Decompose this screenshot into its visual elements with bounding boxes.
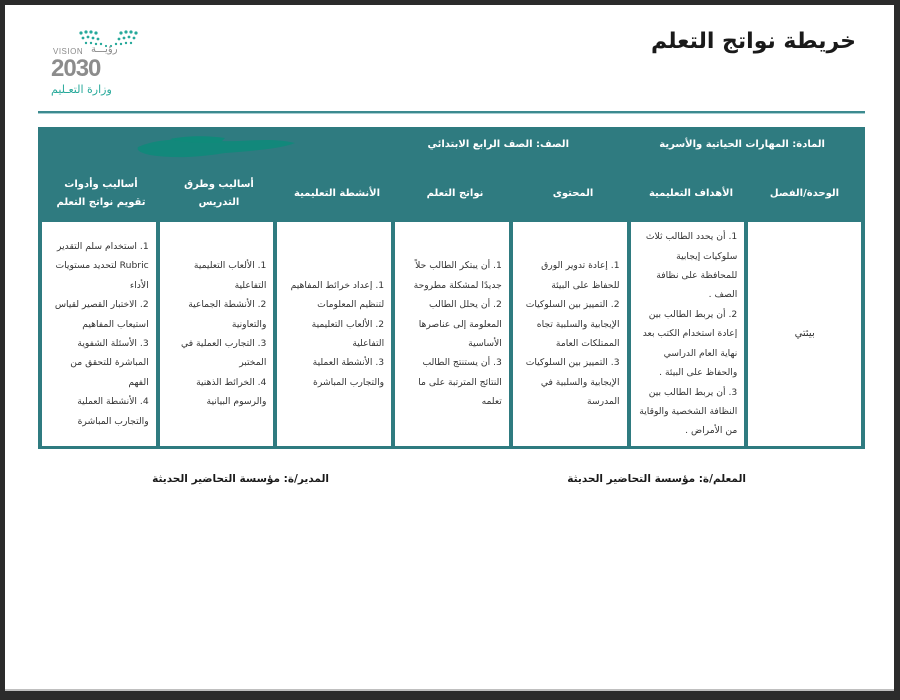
assessment-item: 1. استخدام سلم التقدير Rubric لتحديد مستويات الأداء bbox=[55, 240, 149, 291]
column-header-assessment: أساليب وأدوات تقويم نواتج التعلم bbox=[56, 178, 146, 208]
content-item: 3. التمييز بين السلوكيات الإيجابية والسلبية في المدرسة bbox=[525, 357, 620, 408]
logo-vision-arabic: رؤيـــة bbox=[91, 44, 118, 55]
column-header-content: المحتوى bbox=[552, 187, 594, 199]
vision-2030-logo bbox=[47, 27, 147, 99]
cell-content bbox=[513, 222, 627, 446]
teaching-method-item: 4. الخرائط الذهنية والرسوم البيانية bbox=[196, 376, 267, 408]
teaching-method-item: 1. الألعاب التعليمية التفاعلية bbox=[193, 260, 267, 291]
cell-activities bbox=[277, 222, 391, 446]
teaching-method-item: 3. التجارب العملية في المختبر bbox=[181, 338, 267, 369]
logo-ministry-name: وزارة التعـليم bbox=[51, 83, 112, 96]
objective-item: 2. أن يربط الطالب بين إعادة استخدام الكتب بعد نهاية العام الدراسي والحفاظ على البيئة . bbox=[642, 308, 738, 379]
teaching-method-item: 2. الأنشطة الجماعية والتعاونية bbox=[188, 299, 267, 330]
signature-footer bbox=[5, 473, 894, 493]
logo-vision-text: VISION bbox=[53, 47, 84, 56]
outcome-item: 3. أن يستنتج الطالب النتائج المترتبة على ما تعلمه bbox=[418, 357, 502, 408]
table-header-row bbox=[42, 167, 861, 220]
table-row bbox=[42, 222, 861, 446]
grade-label: الصف: الصف الرابع الابتدائي bbox=[427, 139, 569, 150]
page-title: خريطة نواتج التعلم bbox=[650, 29, 856, 54]
activity-item: 3. الأنشطة العملية والتجارب المباشرة bbox=[312, 357, 385, 388]
subject-label: المادة: المهارات الحياتية والأسرية bbox=[659, 139, 825, 150]
document-page bbox=[5, 5, 894, 691]
teacher-signature: المعلم/ة: مؤسسة التحاضير الحديثة bbox=[567, 473, 746, 485]
cell-assessment bbox=[42, 222, 156, 446]
header-divider bbox=[38, 111, 865, 114]
objective-item: 3. أن يربط الطالب بين النظافة الشخصية والوقاية من الأمراض . bbox=[639, 386, 738, 437]
content-item: 2. التمييز بين السلوكيات الإيجابية والسلبية تجاه الممتلكات العامة bbox=[525, 299, 620, 349]
column-header-objectives: الأهداف التعليمية bbox=[648, 187, 734, 199]
outcome-item: 2. أن يحلل الطالب المعلومة إلى عناصرها الأساسية bbox=[418, 299, 502, 349]
column-header-outcomes: نواتج التعلم bbox=[426, 187, 484, 199]
column-header-activities: الأنشطة التعليمية bbox=[294, 187, 381, 199]
learning-outcomes-table bbox=[38, 127, 865, 449]
principal-signature: المدير/ة: مؤسسة التحاضير الحديثة bbox=[152, 473, 329, 485]
logo-year: 2030 bbox=[51, 55, 101, 82]
assessment-item: 3. الأسئلة الشفوية المباشرة للتحقق من الفهم bbox=[70, 338, 149, 388]
activity-item: 1. إعداد خرائط المفاهيم لتنظيم المعلومات bbox=[290, 279, 385, 311]
assessment-item: 2. الاختبار القصير لقياس استيعاب المفاهيم bbox=[54, 299, 149, 330]
cell-unit bbox=[748, 222, 861, 446]
content-item: 1. إعادة تدوير الورق للحفاظ على البيئة bbox=[541, 260, 620, 291]
outcome-item: 1. أن يبتكر الطالب حلاً جديدًا لمشكلة مطروحة bbox=[413, 260, 502, 291]
table-meta-row bbox=[38, 139, 865, 159]
cell-teaching-methods bbox=[160, 222, 274, 446]
unit-name: بيئتي bbox=[794, 328, 815, 340]
activity-item: 2. الألعاب التعليمية التفاعلية bbox=[311, 318, 385, 349]
objective-item: 1. أن يحدد الطالب ثلاث سلوكيات إيجابية للمحافظة على نظافة الصف . bbox=[645, 231, 738, 301]
cell-outcomes bbox=[395, 222, 509, 446]
cell-objectives bbox=[631, 222, 745, 446]
column-header-teaching-methods: أساليب وطرق التدريس bbox=[184, 178, 254, 208]
assessment-item: 4. الأنشطة العملية والتجارب المباشرة bbox=[77, 396, 149, 427]
column-header-unit: الوحدة/الفصل bbox=[769, 187, 840, 199]
redaction-scribble bbox=[130, 133, 300, 163]
